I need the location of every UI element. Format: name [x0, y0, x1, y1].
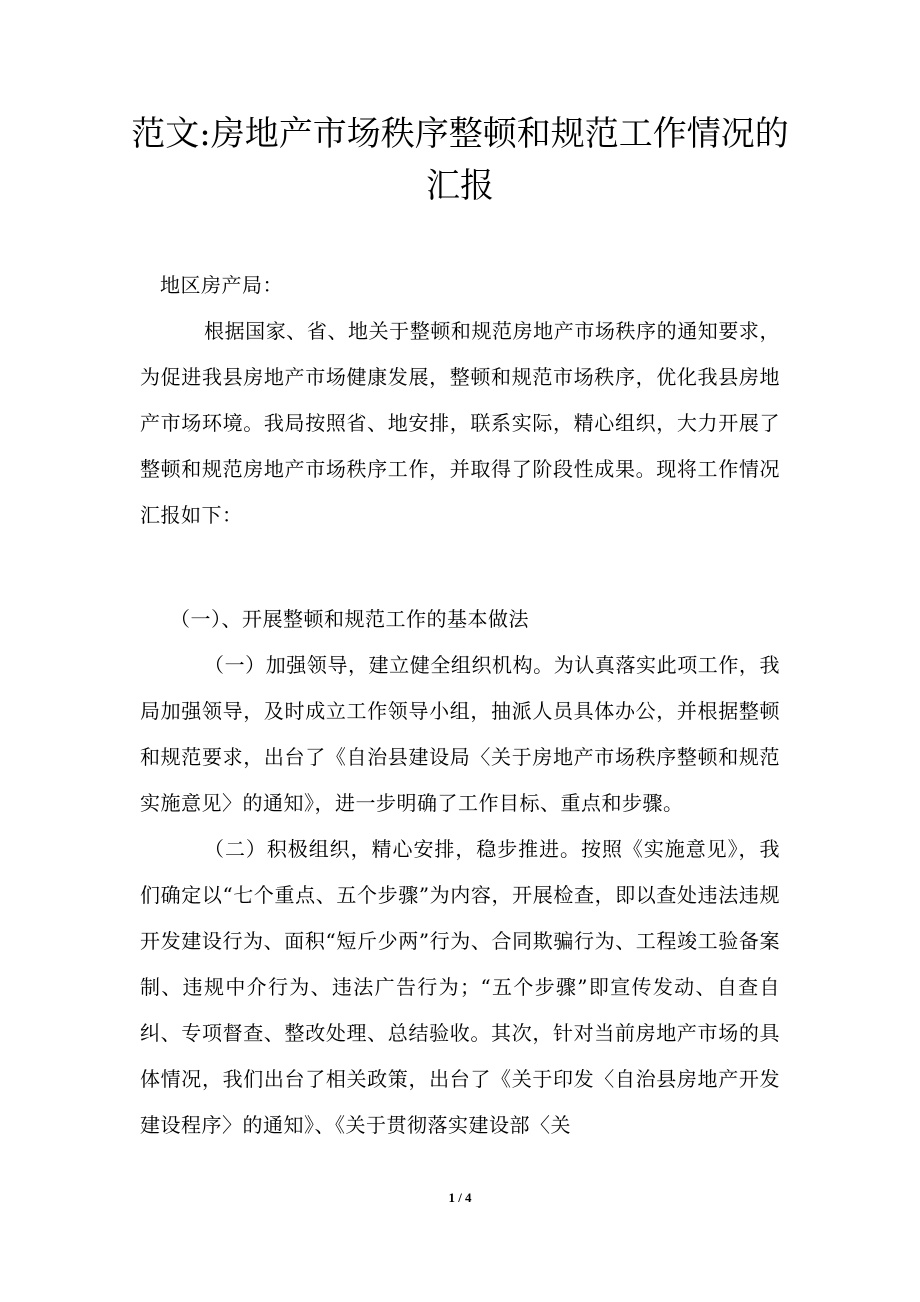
section-heading: （一）、开展整顿和规范工作的基本做法 [170, 607, 529, 631]
salutation: 地区房产局： [160, 273, 283, 297]
paragraph-organization: （二）积极组织，精心安排，稳步推进。按照《实施意见》，我们确定以“七个重点、五个步骤”为内容，开展检查，即以查处违法违规开发建设行为、面积“短斤少两”行为、合同欺骗行为、工程竣工验备案制、违规中介行为、违法广告行为；“五个步骤”即宣传发动、自查自纠、专项督查、整改处理、总结验收。其次，针对当前房地产市场的具体情况，我们出台了相关政策，出台了《关于印发〈自治县房地产开发建设程序〉的通知》、《关于贯彻落实建设部〈关 [140, 837, 780, 1137]
paragraph-intro: 根据国家、省、地关于整顿和规范房地产市场秩序的通知要求，为促进我县房地产市场健康发展，整顿和规范市场秩序，优化我县房地产市场环境。我局按照省、地安排，联系实际，精心组织，大力开展了整顿和规范房地产市场秩序工作，并取得了阶段性成果。现将工作情况汇报如下： [140, 319, 780, 527]
document-title: 范文:房地产市场秩序整顿和规范工作情况的汇报 [131, 114, 789, 206]
page-number: 1 / 4 [448, 1190, 472, 1205]
paragraph-leadership: （一）加强领导，建立健全组织机构。为认真落实此项工作，我局加强领导，及时成立工作领导小组，抽派人员具体办公，并根据整顿和规范要求，出台了《自治县建设局〈关于房地产市场秩序整顿和规范实施意见〉的通知》，进一步明确了工作目标、重点和步骤。 [140, 653, 780, 815]
